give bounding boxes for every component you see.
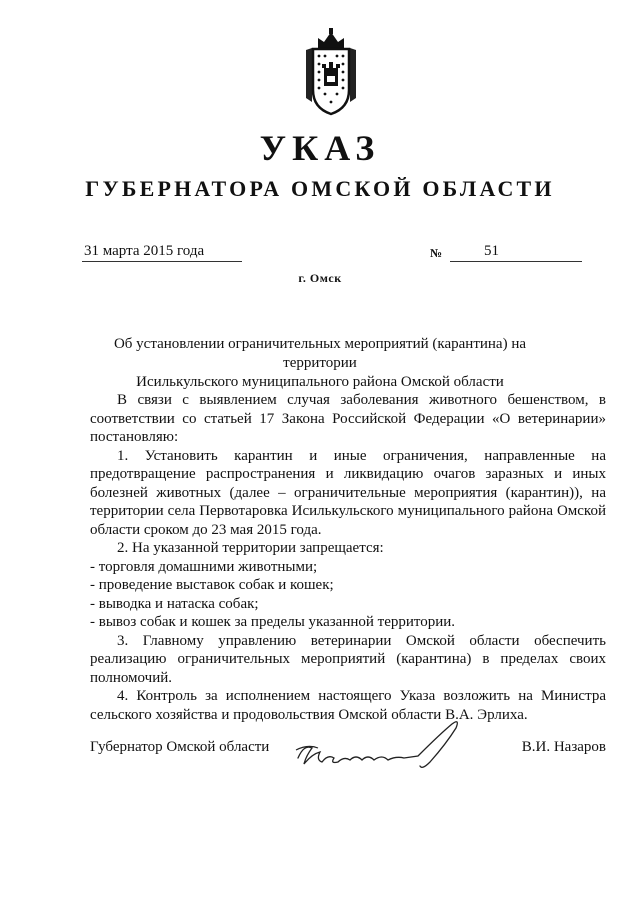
item-2: 2. На указанной территории запрещается: — [117, 540, 384, 556]
subject-line-2: Исилькульского муниципального района Омской области — [136, 374, 504, 390]
signature-icon — [290, 714, 480, 776]
signatory-title: Губернатор Омской области — [90, 739, 270, 755]
bullet-item: - проведение выставок собак и кошек; — [90, 577, 334, 593]
number-label: № — [430, 246, 443, 260]
item-3: 3. Главному управлению ветеринарии Омской области обеспечить реализацию ограничительных мероприятий (карантина) в пределах своих полномочий. — [90, 632, 606, 686]
item-1: 1. Установить карантин и иные ограничения, направленные на предотвращение распространения и ликвидацию очагов заразных и иных болезней животных (далее – ограничительные мероприятия (карантин)), на территории села Первотаровка Исилькульского муниципального района Омской области сроком до 23 мая 2015 года. — [90, 447, 606, 538]
coat-of-arms-icon — [296, 28, 366, 118]
number-underline — [450, 242, 582, 262]
document-title: УКАЗ — [259, 128, 381, 168]
bullet-item: - торговля домашними животными; — [90, 558, 318, 575]
document-body — [90, 391, 606, 724]
number-value: 51 — [484, 243, 499, 259]
signatory-name: В.И. Назаров — [521, 739, 606, 755]
document-date: 31 марта 2015 года — [82, 242, 242, 262]
subject-line-1: Об установлении ограничительных мероприятий (карантина) на территории — [113, 336, 527, 371]
intro-paragraph: В связи с выявлением случая заболевания животного бешенством, в соответствии со статьей 17 Закона Российской Федерации «О ветеринарии» постановляю: — [90, 392, 606, 445]
bullet-item: - выводка и натаска собак; — [90, 595, 259, 612]
document-subject — [90, 335, 550, 392]
bullet-item: - вывоз собак и кошек за пределы указанной территории. — [90, 614, 456, 630]
document-city: г. Омск — [298, 271, 342, 285]
document-number — [430, 242, 582, 264]
item-4: 4. Контроль за исполнением настоящего Указа возложить на Министра сельского хозяйства и продовольствия Омской области В.А. Эрлиха. — [90, 688, 606, 723]
signature-block — [90, 720, 606, 780]
document-subtitle: ГУБЕРНАТОРА ОМСКОЙ ОБЛАСТИ — [85, 176, 555, 201]
